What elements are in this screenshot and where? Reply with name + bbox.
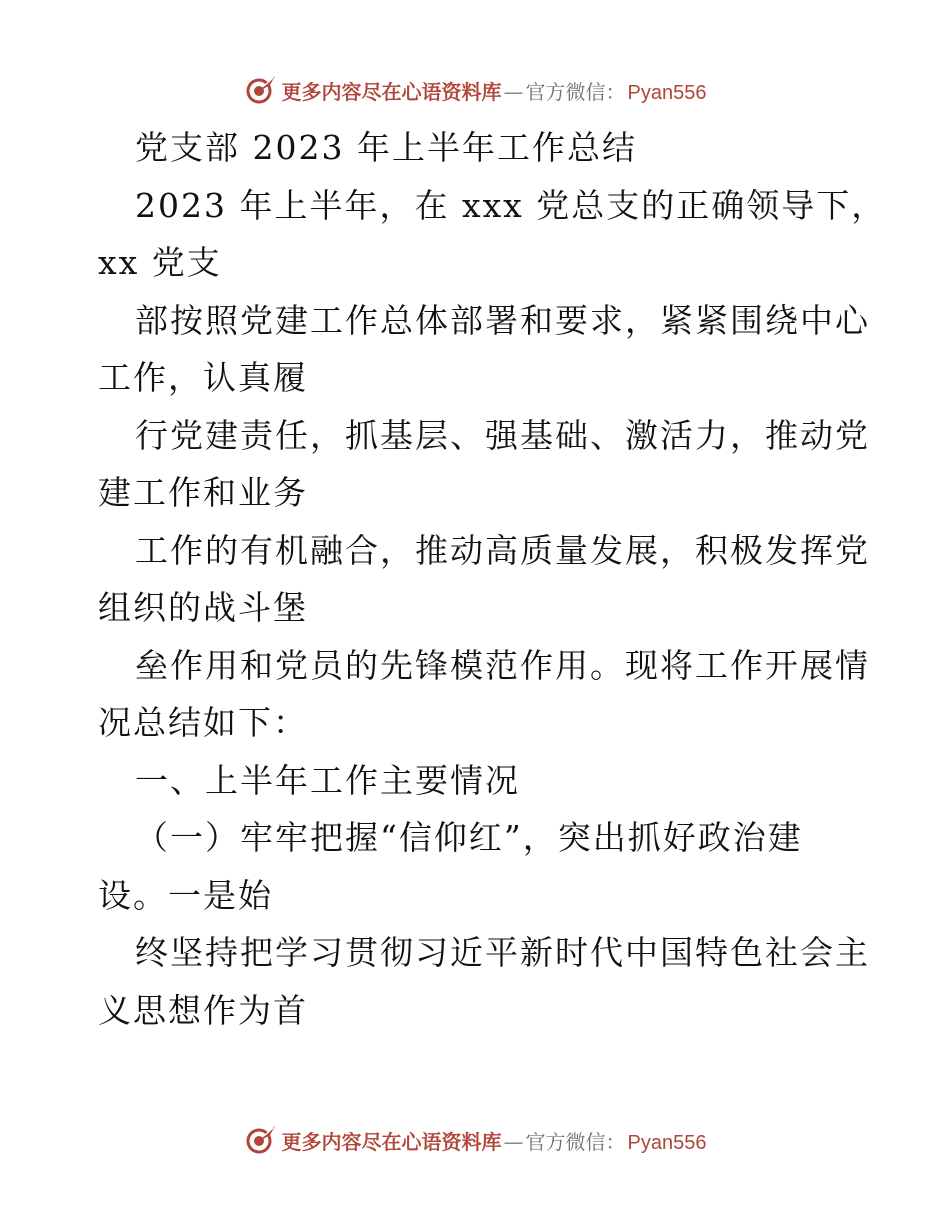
paragraph-line: 工作的有机融合，推动高质量发展，积极发挥党: [135, 531, 870, 570]
header-banner: [0, 70, 950, 110]
paragraph-line: 义思想作为首: [98, 991, 308, 1030]
paragraph-line: 况总结如下：: [98, 703, 308, 742]
quill-logo-icon: [244, 73, 278, 107]
paragraph-line: 设。一是始: [98, 876, 273, 915]
paragraph-line: 部按照党建工作总体部署和要求，紧紧围绕中心: [135, 301, 870, 340]
section-heading: 一、上半年工作主要情况: [135, 761, 520, 800]
quill-logo-icon: [244, 1123, 278, 1157]
banner-wechat-id: Pyan556: [627, 1131, 707, 1154]
footer-banner: [0, 1120, 950, 1160]
document-title: 党支部 2023 年上半年工作总结: [135, 128, 637, 167]
banner-brand: 更多内容尽在心语资料库: [281, 1129, 502, 1154]
banner-text: [282, 76, 707, 105]
paragraph-line: 行党建责任，抓基层、强基础、激活力，推动党: [135, 416, 870, 455]
banner-wechat-id: Pyan556: [627, 81, 707, 104]
banner-dash: —: [503, 79, 524, 104]
banner-brand: 更多内容尽在心语资料库: [281, 79, 502, 104]
paragraph-line: 垒作用和党员的先锋模范作用。现将工作开展情: [135, 646, 870, 685]
banner-official-label: 官方微信：: [525, 1129, 626, 1154]
banner-dash: —: [503, 1129, 524, 1154]
paragraph-line: 2023 年上半年，在 xxx 党总支的正确领导下，: [135, 186, 887, 225]
paragraph-line: 组织的战斗堡: [98, 588, 308, 627]
banner-official-label: 官方微信：: [525, 79, 626, 104]
paragraph-line: xx 党支: [98, 243, 222, 282]
paragraph-line: 终坚持把学习贯彻习近平新时代中国特色社会主: [135, 933, 870, 972]
paragraph-line: 建工作和业务: [98, 473, 308, 512]
subsection-heading: （一）牢牢把握“信仰红”，突出抓好政治建: [135, 818, 803, 857]
paragraph-line: 工作，认真履: [98, 358, 308, 397]
banner-text: [282, 1126, 707, 1155]
